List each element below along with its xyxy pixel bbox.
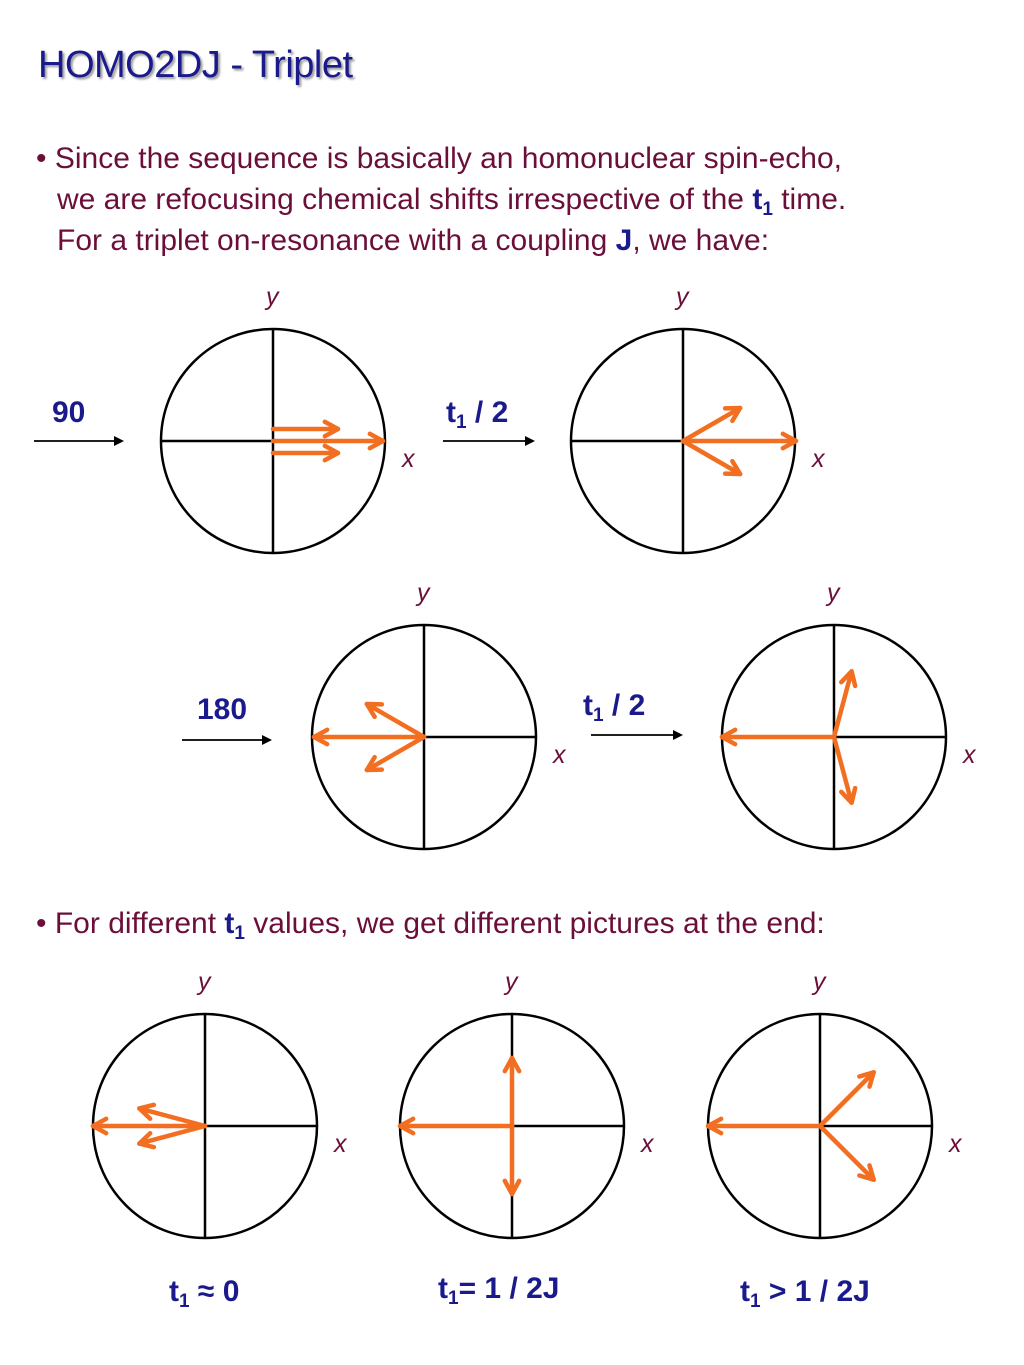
coupling-j-symbol: J (615, 224, 633, 257)
final-label-rest: ≈ 0 (189, 1275, 240, 1308)
t-subscript: 1 (762, 199, 773, 220)
t-subscript: 1 (234, 923, 245, 944)
t-subscript: 1 (448, 1288, 459, 1309)
t-letter: t (438, 1272, 448, 1305)
vector-after-delay-1-3 (683, 441, 740, 474)
plot-t1-eq-half-j-x-label: x (641, 1130, 654, 1158)
bullet-intro-text-2a: we are refocusing chemical shifts irrespective of the (57, 183, 753, 216)
final-label-t1-eq-half-j (438, 1272, 560, 1309)
final-label-t1-gt-half-j (740, 1275, 870, 1312)
t-subscript: 1 (593, 705, 604, 726)
bullet-intro-text-3b: , we have: (632, 224, 770, 257)
slide-title: HOMO2DJ - Triplet (38, 44, 353, 86)
plot-after-delay-1-x-label: x (812, 445, 825, 473)
vector-after-delay-1-1 (683, 408, 740, 441)
t-subscript: 1 (179, 1291, 190, 1312)
delay-rest: / 2 (466, 396, 509, 429)
t-subscript: 1 (456, 412, 467, 433)
vector-t1-gt-half-j-3 (820, 1126, 874, 1180)
plot-t1-approx-0-x-label: x (334, 1130, 347, 1158)
plot-after-90-x-label: x (402, 445, 415, 473)
t-letter: t (224, 907, 235, 940)
vector-after-180-3 (367, 737, 424, 770)
plot-after-180-y-label: y (417, 579, 430, 607)
final-label-rest: > 1 / 2J (760, 1275, 870, 1308)
delay-label-1 (446, 396, 509, 433)
step-arrow-delay-2-head (673, 730, 683, 740)
plot-t1-gt-half-j-x-label: x (949, 1130, 962, 1158)
t-letter: t (169, 1275, 179, 1308)
step-arrow-180-head (262, 735, 272, 745)
vector-t1-gt-half-j-1 (820, 1072, 874, 1126)
bullet-final-text-b: values, we get different pictures at the end: (244, 907, 825, 940)
pulse-180-label: 180 (197, 693, 248, 726)
plot-t1-approx-0-y-label: y (198, 968, 211, 996)
bullet-intro-text-1: Since the sequence is basically an homonuclear spin-echo, (54, 142, 842, 175)
delay-label-2 (583, 689, 646, 726)
plot-end-state-x-label: x (963, 741, 976, 769)
t-subscript: 1 (750, 1291, 761, 1312)
pulse-90-label: 90 (52, 396, 86, 429)
step-arrow-90-head (114, 436, 124, 446)
vector-after-180-1 (367, 704, 424, 737)
plot-after-180-x-label: x (553, 741, 566, 769)
plot-after-delay-1-y-label: y (676, 283, 689, 311)
bullet-marker: • (36, 907, 47, 940)
bullet-intro-text-3a: For a triplet on-resonance with a coupling (57, 224, 616, 257)
final-label-t1-approx-0 (169, 1275, 240, 1312)
bullet-intro-text-2b: time. (772, 183, 847, 216)
t-letter: t (583, 689, 593, 722)
bullet-marker: • (36, 142, 47, 175)
t-letter: t (740, 1275, 750, 1308)
plot-t1-gt-half-j-y-label: y (813, 968, 826, 996)
bullet-final-text-a: For different (54, 907, 225, 940)
final-label-rest: = 1 / 2J (458, 1272, 560, 1305)
plot-after-90-y-label: y (266, 283, 279, 311)
plot-t1-eq-half-j-y-label: y (505, 968, 518, 996)
t-letter: t (752, 183, 763, 216)
plot-end-state-y-label: y (827, 579, 840, 607)
step-arrow-delay-1-head (525, 436, 535, 446)
t-letter: t (446, 396, 456, 429)
delay-rest: / 2 (603, 689, 646, 722)
